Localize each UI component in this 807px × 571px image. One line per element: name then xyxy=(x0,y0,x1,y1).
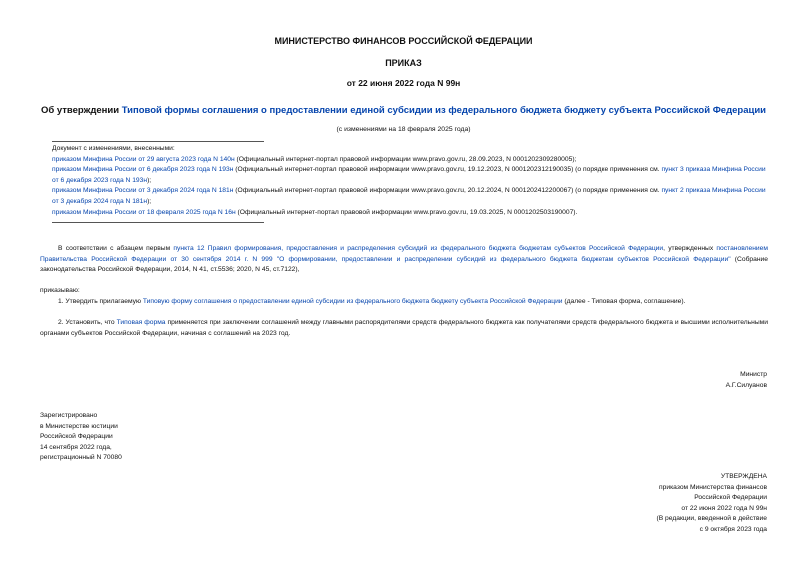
changes-intro: Документ с изменениями, внесенными: xyxy=(52,145,175,152)
change-link[interactable]: приказом Минфина России от 6 декабря 2023 года N 193н xyxy=(52,166,234,174)
change-link[interactable]: приказом Минфина России от 29 августа 2023 года N 140н xyxy=(52,155,235,163)
change-link-secondary[interactable]: пункт 2 приказа Минфина России от 3 декабря 2024 года N 181н xyxy=(52,187,766,205)
ministry-heading: МИНИСТЕРСТВО ФИНАНСОВ РОССИЙСКОЙ ФЕДЕРАЦИИ xyxy=(274,36,533,46)
document-title xyxy=(40,105,767,116)
change-text: (Официальный интернет-портал правовой информации www.pravo.gov.ru, 20.12.2024, N 0001202412200067) (о порядке применения см. xyxy=(233,187,662,195)
revision-note: (с изменениями на 18 февраля 2025 года) xyxy=(336,126,471,133)
approval-line: (В редакции, введенной в действие xyxy=(656,515,767,523)
preamble-paragraph xyxy=(40,244,768,276)
change-link[interactable]: приказом Минфина России от 3 декабря 2024 года N 181н xyxy=(52,187,234,195)
title-prefix: Об утверждении xyxy=(40,105,122,116)
signature-name: А.Г.Силуанов xyxy=(725,381,767,389)
changes-block xyxy=(52,144,768,218)
point-1 xyxy=(40,297,768,308)
point-1-text: (далее - Типовая форма, соглашение). xyxy=(562,298,686,305)
approval-line: УТВЕРЖДЕНА xyxy=(720,473,767,480)
point-2-text: 2. Установить, что xyxy=(58,319,117,326)
date-number-heading: от 22 июня 2022 года N 99н xyxy=(346,78,461,88)
change-link-secondary[interactable]: пункт 3 приказа Минфина России от 6 декабря 2023 года N 193н xyxy=(52,166,766,184)
doc-type-heading: ПРИКАЗ xyxy=(385,58,422,68)
registration-line: регистрационный N 70080 xyxy=(40,454,122,462)
registration-line: 14 сентября 2022 года, xyxy=(40,443,112,451)
point-1-link[interactable]: Типовую форму соглашения о предоставлении единой субсидии из федерального бюджета бюджету субъекта Российской Федерации xyxy=(142,298,563,305)
change-text: (Официальный интернет-портал правовой информации www.pravo.gov.ru, 19.12.2023, N 0001202312190035) (о порядке применения см. xyxy=(233,166,662,174)
approval-line: приказом Министерства финансов xyxy=(659,483,767,491)
change-item xyxy=(52,186,768,207)
registration-line: в Министерстве юстиции xyxy=(40,422,118,430)
change-text: (Официальный интернет-портал правовой информации www.pravo.gov.ru, 28.09.2023, N 0001202309280005); xyxy=(234,155,577,163)
preamble-text: , утвержденных xyxy=(663,245,717,252)
approval-line: с 9 октября 2023 года xyxy=(699,525,767,533)
approval-line: Российской Федерации xyxy=(694,494,767,502)
change-link[interactable]: приказом Минфина России от 18 февраля 2025 года N 16н xyxy=(52,208,236,216)
point-2-text: применяется при заключении соглашений между главными распорядителями средств федерального бюджета как получателями средств федерального бюджета и высшими исполнительными органами субъектов Российской Федерации, начиная с соглашений на 2023 год. xyxy=(40,319,768,337)
registration-line: Зарегистрировано xyxy=(40,412,98,419)
title-link[interactable]: Типовой формы соглашения о предоставлении единой субсидии из федерального бюджета бюджету субъекта Российской Федерации xyxy=(121,105,767,116)
change-item xyxy=(52,208,768,219)
change-item xyxy=(52,155,768,166)
change-tail: ); xyxy=(147,197,152,205)
change-tail: ); xyxy=(147,176,152,184)
approval-line: от 22 июня 2022 года N 99н xyxy=(681,504,767,512)
change-text: (Официальный интернет-портал правовой информации www.pravo.gov.ru, 19.03.2025, N 0001202503190007). xyxy=(235,208,578,216)
change-item xyxy=(52,165,768,186)
signature-block xyxy=(726,370,767,391)
point-2-link[interactable]: Типовая форма xyxy=(116,319,166,326)
order-word: приказываю: xyxy=(40,287,80,294)
preamble-text: (Собрание законодательства Российской Федерации, 2014, N 41, ст.5536; 2020, N 45, ст.7122), xyxy=(40,255,768,274)
divider-bottom xyxy=(52,222,264,223)
signature-role: Министр xyxy=(740,371,767,378)
point-1-text: 1. Утвердить прилагаемую xyxy=(58,298,143,305)
registration-line: Российской Федерации xyxy=(40,433,113,441)
preamble-link-resolution[interactable]: постановлением Правительства Российской Федерации от 30 сентября 2014 г. N 999 "О формировании, предоставлении и распределении субсидий из федерального бюджета бюджетам субъектов Российской Федерации" xyxy=(40,245,768,263)
preamble-link-rules[interactable]: пункта 12 Правил формирования, предоставления и распределения субсидий из федерального бюджета бюджетам субъектов Российской Федерации xyxy=(173,245,664,252)
approval-block xyxy=(656,472,767,536)
point-2 xyxy=(40,318,768,339)
divider-top xyxy=(52,141,264,142)
registration-block xyxy=(40,411,122,464)
preamble-text: В соответствии с абзацем первым xyxy=(58,245,174,252)
